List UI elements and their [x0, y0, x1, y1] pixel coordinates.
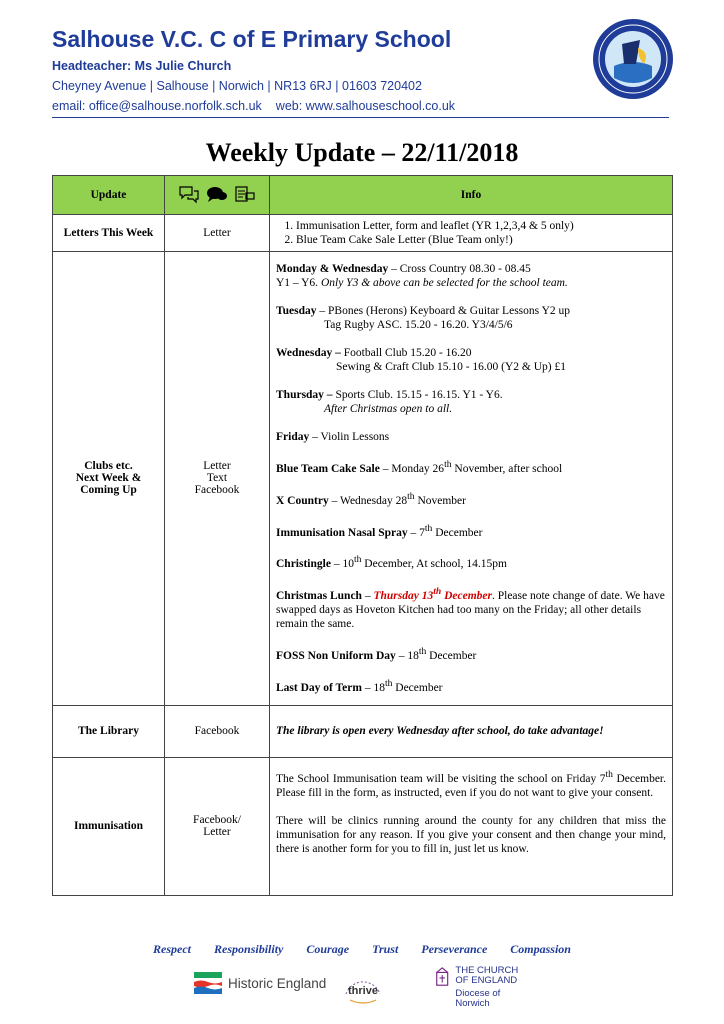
event-wednesday: Wednesday – Football Club 15.20 - 16.20 Sewing & Craft Club 15.10 - 16.00 (Y2 & Up) £1 — [276, 347, 566, 373]
event-cake-sale: Blue Team Cake Sale – Monday 26th November, after school — [276, 459, 563, 475]
event-christingle: Christingle – 10th December, At school, 14.15pm — [276, 554, 507, 571]
svg-text:thrive: thrive — [348, 985, 378, 997]
col-header-info: Info — [270, 176, 673, 215]
row-medium: Letter — [165, 215, 270, 252]
event-christmas-lunch: Christmas Lunch – Thursday 13th December. Please note change of date. We have swapped days as Hoveton Kitchen had too many on the Friday; all other details remain the same. — [276, 586, 665, 631]
footer-logos — [190, 962, 530, 1007]
value-item: Courage — [306, 942, 350, 956]
row-info — [270, 757, 673, 895]
col-header-icons — [165, 176, 270, 215]
event-monday: Monday & Wednesday – Cross Country 08.30 - 08.45 Y1 – Y6. Only Y3 & above can be selected for the school team. — [276, 263, 568, 289]
event-foss-day: FOSS Non Uniform Day – 18th December — [276, 646, 477, 662]
event-last-day: Last Day of Term – 18th December — [276, 677, 443, 694]
speech-bubbles-icon — [206, 185, 228, 205]
list-item: 1. Immunisation Letter, form and leaflet (YR 1,2,3,4 & 5 only) — [296, 219, 666, 233]
row-info — [270, 215, 673, 252]
thrive-logo — [338, 964, 388, 1008]
church-of-england-logo: THE CHURCH OF ENGLAND Diocese of Norwich — [434, 966, 530, 1009]
event-nasal-spray: Immunisation Nasal Spray – 7th December — [276, 522, 483, 539]
event-friday: Friday – Violin Lessons — [276, 431, 390, 443]
letterhead — [52, 26, 672, 113]
value-item: Respect — [153, 942, 192, 956]
email-link[interactable]: email: office@salhouse.norfolk.sch.uk — [52, 99, 262, 113]
row-info: The library is open every Wednesday after school, do take advantage! — [270, 705, 673, 757]
table-row — [53, 215, 673, 252]
row-info — [270, 252, 673, 706]
row-medium: Letter Text Facebook — [165, 252, 270, 706]
row-medium: Facebook — [165, 705, 270, 757]
table-row — [53, 757, 673, 895]
value-item: Trust — [372, 942, 399, 956]
federation-badge-icon — [592, 18, 674, 100]
contact-line — [52, 99, 672, 113]
immunisation-paragraph: The School Immunisation team will be visiting the school on Friday 7th December. Please fill in the form, as instructed, even if you do not want to give your consent. — [276, 768, 666, 799]
col-header-update: Update — [53, 176, 165, 215]
row-label: Letters This Week — [53, 215, 165, 252]
row-medium: Facebook/ Letter — [165, 757, 270, 895]
page-title: Weekly Update – 22/11/2018 — [205, 138, 519, 167]
church-icon — [434, 966, 450, 988]
row-label: Clubs etc. Next Week & Coming Up — [53, 252, 165, 706]
headteacher: Headteacher: Ms Julie Church — [52, 59, 232, 73]
row-label: Immunisation — [53, 757, 165, 895]
address: Cheyney Avenue | Salhouse | Norwich | NR13 6RJ | 01603 720402 — [52, 79, 422, 93]
historic-england-icon — [194, 972, 222, 994]
list-item: 2. Blue Team Cake Sale Letter (Blue Team only!) — [296, 233, 666, 247]
web-link[interactable]: web: www.salhouseschool.co.uk — [275, 99, 456, 113]
value-item: Perseverance — [421, 942, 488, 956]
event-thursday: Thursday – Sports Club. 15.15 - 16.15. Y1 - Y6. After Christmas open to all. — [276, 389, 503, 415]
table-header-row — [53, 176, 673, 215]
header-divider — [52, 117, 669, 118]
immunisation-paragraph: There will be clinics running around the county for any children that miss the immunisation for any reason. If you give your consent and then change your mind, there is another form for you to fill in, just let us know. — [276, 814, 666, 855]
chat-bubbles-icon — [178, 185, 200, 205]
school-values — [0, 942, 724, 957]
table-row — [53, 705, 673, 757]
event-tuesday: Tuesday – PBones (Herons) Keyboard & Guitar Lessons Y2 up Tag Rugby ASC. 15.20 - 16.20. Y3/4/5/6 — [276, 305, 570, 331]
updates-table — [52, 175, 673, 896]
row-label: The Library — [53, 705, 165, 757]
event-x-country: X Country – Wednesday 28th November — [276, 490, 466, 507]
historic-england-logo: Historic England — [194, 972, 326, 994]
document-chat-icon — [234, 185, 256, 205]
school-name: Salhouse V.C. C of E Primary School — [52, 26, 452, 52]
table-row — [53, 252, 673, 706]
value-item: Compassion — [510, 942, 571, 956]
value-item: Responsibility — [214, 942, 284, 956]
